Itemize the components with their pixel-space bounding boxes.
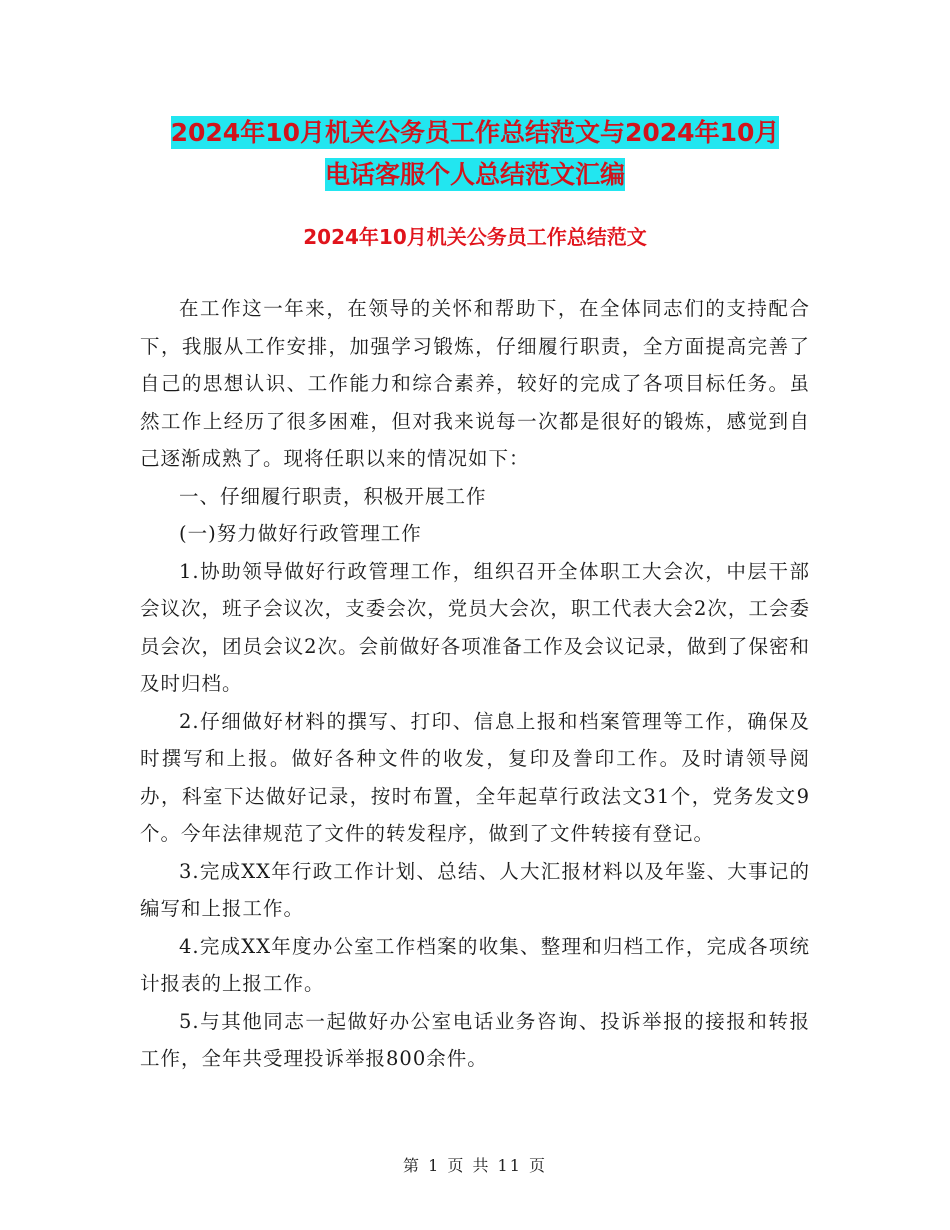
document-body	[140, 290, 810, 1078]
page-number-footer: 第 1 页 共 11 页	[403, 1156, 547, 1175]
heading-subsection-one: (一)努力做好行政管理工作	[179, 522, 422, 545]
paragraph-intro: 在工作这一年来，在领导的关怀和帮助下，在全体同志们的支持配合下，我服从工作安排，加强学习锻炼，仔细履行职责，全方面提高完善了自己的思想认识、工作能力和综合素养，较好的完成了各项目标任务。虽然工作上经历了很多困难，但对我来说每一次都是很好的锻炼，感觉到自己逐渐成熟了。现将任职以来的情况如下：	[140, 297, 810, 470]
paragraph-item-1: 1.协助领导做好行政管理工作，组织召开全体职工大会次，中层干部会议次，班子会议次，支委会次，党员大会次，职工代表大会2次，工会委员会次，团员会议2次。会前做好各项准备工作及会议记录，做到了保密和及时归档。	[140, 559, 810, 695]
document-title	[150, 112, 800, 196]
paragraph-item-4: 4.完成XX年度办公室工作档案的收集、整理和归档工作，完成各项统计报表的上报工作。	[140, 934, 810, 995]
section-title: 2024年10月机关公务员工作总结范文	[303, 225, 647, 249]
document-title-line1: 2024年10月机关公务员工作总结范文与2024年10月	[170, 118, 780, 147]
paragraph-item-5: 5.与其他同志一起做好办公室电话业务咨询、投诉举报的接报和转报工作，全年共受理投诉举报800余件。	[140, 1009, 810, 1070]
paragraph-item-3: 3.完成XX年行政工作计划、总结、人大汇报材料以及年鉴、大事记的编写和上报工作。	[140, 859, 810, 920]
heading-part-one: 一、仔细履行职责，积极开展工作	[179, 484, 487, 508]
document-title-line2: 电话客服个人总结范文汇编	[324, 160, 625, 189]
paragraph-item-2: 2.仔细做好材料的撰写、打印、信息上报和档案管理等工作，确保及时撰写和上报。做好各种文件的收发，复印及誊印工作。及时请领导阅办，科室下达做好记录，按时布置，全年起草行政法文31个，党务发文9个。今年法律规范了文件的转发程序，做到了文件转接有登记。	[140, 709, 810, 845]
